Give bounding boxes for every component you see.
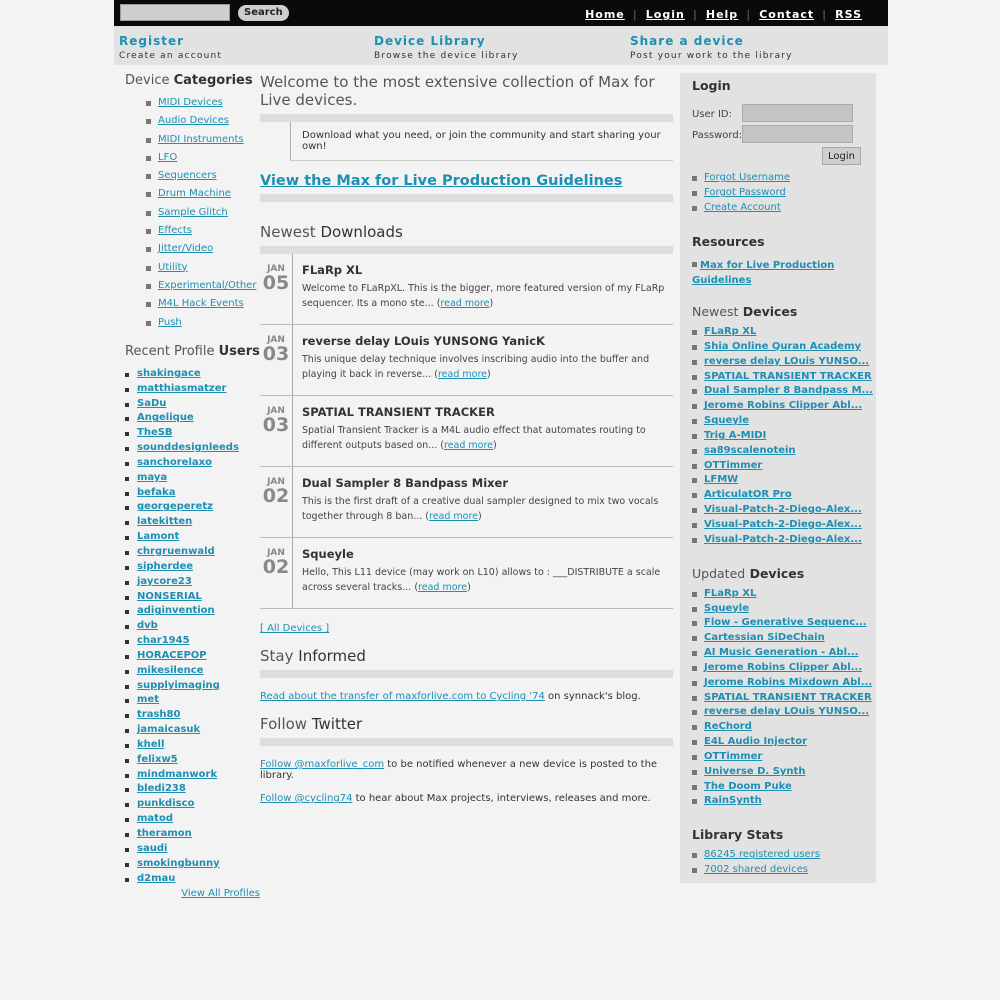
user-profile-link[interactable]: met	[137, 694, 159, 706]
stay-informed-text: Read about the transfer of maxforlive.com to Cycling '74 on synnack's blog.	[260, 691, 641, 702]
category-link[interactable]: Drum Machine	[158, 188, 231, 200]
newest-downloads-heading: Newest Downloads	[260, 223, 403, 241]
newest-device-item	[692, 474, 876, 489]
library-stats-heading: Library Stats	[692, 827, 784, 843]
newest-device-item	[692, 489, 876, 504]
date-day: 03	[262, 414, 290, 436]
follow-maxforlive-link[interactable]: Follow @maxforlive_com	[260, 759, 385, 770]
password-row	[692, 125, 876, 146]
download-item	[260, 467, 673, 538]
download-item	[260, 325, 673, 396]
read-more-link[interactable]: read more	[437, 369, 488, 380]
category-item	[146, 298, 260, 316]
newest-device-item	[692, 326, 876, 341]
category-link[interactable]: Audio Devices	[158, 115, 230, 127]
download-item	[260, 538, 673, 609]
updated-device-link[interactable]: SPATIAL TRANSIENT TRACKER	[704, 691, 872, 703]
read-more-link[interactable]: read more	[440, 298, 490, 309]
nav-rss[interactable]: RSS	[835, 8, 862, 21]
newest-device-link[interactable]: Visual-Patch-2-Diego-Alex...	[704, 518, 862, 530]
welcome-subtext: Download what you need, or join the community and start sharing your own!	[290, 122, 673, 161]
newest-device-item	[692, 371, 876, 386]
download-title[interactable]: SPATIAL TRANSIENT TRACKER	[302, 405, 495, 419]
updated-device-item	[692, 781, 876, 796]
user-profile-link[interactable]: jaycore23	[137, 575, 192, 587]
user-item	[125, 873, 260, 888]
user-item	[125, 769, 260, 784]
updated-devices-list	[692, 588, 876, 811]
newest-device-item	[692, 534, 876, 549]
date-month: JAN	[267, 335, 285, 345]
updated-device-link[interactable]: E4L Audio Injector	[704, 736, 807, 748]
user-profile-link[interactable]: bledi238	[137, 783, 186, 795]
category-item	[146, 115, 260, 133]
divider	[260, 194, 673, 202]
user-item	[125, 398, 260, 413]
all-devices-link[interactable]: [ All Devices ]	[260, 623, 330, 634]
newest-device-link[interactable]: Dual Sampler 8 Bandpass M...	[704, 385, 873, 397]
updated-devices-heading: Updated Devices	[692, 565, 805, 581]
user-profile-link[interactable]: dvb	[137, 620, 158, 632]
bullet	[692, 262, 697, 267]
user-profile-link[interactable]: maya	[137, 471, 168, 483]
nav-contact[interactable]: Contact	[759, 8, 815, 21]
user-id-field[interactable]	[742, 104, 853, 122]
top-nav: Home | Login | Help | Contact | RSS	[585, 8, 862, 21]
date-month: JAN	[267, 264, 285, 274]
user-profile-link[interactable]: chrgruenwald	[137, 545, 215, 557]
download-item	[260, 396, 673, 467]
user-item	[125, 709, 260, 724]
newest-device-link[interactable]: ArticulatOR Pro	[704, 489, 792, 501]
date-badge	[260, 406, 292, 435]
resources-item	[692, 258, 862, 288]
user-profile-link[interactable]: shakingace	[137, 367, 201, 379]
user-profile-link[interactable]: sipherdee	[137, 560, 194, 572]
user-item	[125, 828, 260, 843]
read-more-link[interactable]: read more	[444, 440, 494, 451]
downloads-list	[260, 254, 673, 609]
download-item	[260, 254, 673, 325]
updated-device-item	[692, 736, 876, 751]
action-bar	[114, 26, 888, 65]
newest-device-item	[692, 400, 876, 415]
newest-device-item	[692, 385, 876, 400]
category-link[interactable]: Jitter/Video	[158, 243, 214, 255]
date-badge	[260, 264, 292, 293]
follow-maxforlive-text: Follow @maxforlive_com to be notified whenever a new device is posted to the library.	[260, 759, 658, 781]
newest-device-link[interactable]: reverse delay LOuis YUNSO...	[704, 355, 870, 367]
user-profile-link[interactable]: punkdisco	[137, 798, 195, 810]
user-profile-link[interactable]: matod	[137, 813, 173, 825]
updated-device-link[interactable]: Squeyle	[704, 602, 749, 614]
user-profile-link[interactable]: felixw5	[137, 753, 178, 765]
password-label: Password:	[692, 130, 743, 141]
nav-home[interactable]: Home	[585, 8, 625, 21]
user-item	[125, 457, 260, 472]
category-link[interactable]: Push	[158, 316, 182, 328]
newest-device-item	[692, 415, 876, 430]
category-item	[146, 207, 260, 225]
date-day: 02	[262, 556, 290, 578]
login-links	[692, 172, 876, 217]
user-profile-link[interactable]: Lamont	[137, 531, 180, 543]
updated-device-link[interactable]: reverse delay LOuis YUNSO...	[704, 706, 870, 718]
newest-devices-list	[692, 326, 876, 549]
user-profile-link[interactable]: sanchorelaxo	[137, 456, 212, 468]
newest-device-item	[692, 460, 876, 475]
download-title[interactable]: reverse delay LOuis YUNSONG YanicK	[302, 334, 545, 348]
read-more-link[interactable]: read more	[418, 582, 468, 593]
category-item	[146, 243, 260, 261]
user-item	[125, 739, 260, 754]
login-button[interactable]: Login	[822, 147, 861, 165]
newest-device-item	[692, 341, 876, 356]
user-item	[125, 383, 260, 398]
user-item	[125, 591, 260, 606]
user-item	[125, 561, 260, 576]
divider	[260, 670, 673, 678]
category-link[interactable]: Experimental/Other	[158, 279, 257, 291]
user-profile-link[interactable]: HORACEPOP	[137, 649, 207, 661]
newest-device-link[interactable]: Visual-Patch-2-Diego-Alex...	[704, 533, 862, 545]
read-more-link[interactable]: read more	[429, 511, 479, 522]
user-item	[125, 412, 260, 427]
download-description: This is the first draft of a creative dual sampler designed to mix two vocals together through 8 ban... (read more)	[302, 496, 659, 522]
updated-device-item	[692, 662, 876, 677]
login-help-link[interactable]: Create Account	[704, 202, 781, 213]
category-link[interactable]: Effects	[158, 225, 192, 237]
user-item	[125, 576, 260, 591]
top-bar	[114, 0, 888, 26]
nav-login[interactable]: Login	[645, 8, 685, 21]
user-item	[125, 650, 260, 665]
device-library-subtitle: Browse the device library	[374, 51, 519, 61]
user-profile-link[interactable]: trash80	[137, 709, 181, 721]
updated-device-item	[692, 677, 876, 692]
user-item	[125, 368, 260, 383]
newest-device-link[interactable]: Trig A-MIDI	[704, 429, 767, 441]
user-profile-link[interactable]: georgeperetz	[137, 501, 213, 513]
user-profile-link[interactable]: sounddesignleeds	[137, 442, 239, 454]
user-profile-link[interactable]: theramon	[137, 828, 192, 840]
right-sidebar	[680, 73, 876, 883]
newest-device-item	[692, 356, 876, 371]
updated-device-link[interactable]: AI Music Generation - Abl...	[704, 647, 859, 659]
divider	[260, 738, 673, 746]
updated-device-item	[692, 721, 876, 736]
user-profile-link[interactable]: latekitten	[137, 516, 193, 528]
user-item	[125, 472, 260, 487]
download-description: This unique delay technique involves inscribing audio into the buffer and playing it back in reverse... (read more)	[302, 354, 650, 380]
newest-device-link[interactable]: SPATIAL TRANSIENT TRACKER	[704, 370, 872, 382]
user-profile-link[interactable]: d2mau	[137, 872, 176, 884]
newest-device-link[interactable]: FLaRp XL	[704, 326, 757, 337]
follow-cycling74-link[interactable]: Follow @cycling74	[260, 793, 353, 804]
updated-device-item	[692, 647, 876, 662]
user-profile-link[interactable]: saudi	[137, 842, 168, 854]
view-all-profiles-link[interactable]: View All Profiles	[181, 888, 260, 900]
user-profile-link[interactable]: TheSB	[137, 427, 173, 439]
user-item	[125, 516, 260, 531]
stay-informed-heading: Stay Informed	[260, 647, 366, 665]
category-item	[146, 317, 260, 335]
divider	[292, 396, 293, 466]
user-profile-link[interactable]: mindmanwork	[137, 768, 218, 780]
divider	[292, 538, 293, 608]
newest-device-item	[692, 445, 876, 460]
updated-device-item	[692, 766, 876, 781]
login-help-link[interactable]: Forgot Password	[704, 187, 786, 198]
resources-guidelines-link[interactable]: Max for Live Production Guidelines	[692, 260, 835, 286]
login-help-link[interactable]: Forgot Username	[704, 172, 790, 183]
updated-device-link[interactable]: ReChord	[704, 721, 752, 733]
newest-device-link[interactable]: Visual-Patch-2-Diego-Alex...	[704, 504, 862, 516]
user-profile-link[interactable]: jamaicasuk	[137, 724, 201, 736]
share-device-link[interactable]: Share a device	[630, 34, 744, 48]
user-profile-link[interactable]: adiginvention	[137, 605, 215, 617]
category-item	[146, 170, 260, 188]
date-month: JAN	[267, 406, 285, 416]
search-button[interactable]: Search	[238, 5, 289, 21]
divider	[292, 254, 293, 324]
users-heading: Recent Profile Users	[125, 343, 260, 359]
stat-link[interactable]: 86245 registered users	[704, 849, 821, 861]
updated-device-link[interactable]: Cartessian SiDeChain	[704, 632, 825, 644]
date-month: JAN	[267, 548, 285, 558]
updated-device-item	[692, 706, 876, 721]
resources-heading: Resources	[692, 234, 765, 249]
updated-device-item	[692, 617, 876, 632]
user-item	[125, 442, 260, 457]
user-item	[125, 783, 260, 798]
follow-cycling74-text: Follow @cycling74 to hear about Max projects, interviews, releases and more.	[260, 793, 651, 804]
date-day: 05	[262, 272, 290, 294]
newest-device-link[interactable]: OTTimmer	[704, 459, 763, 471]
download-description: Spatial Transient Tracker is a M4L audio effect that automates routing to different outputs based on... (read more)	[302, 425, 646, 451]
updated-device-item	[692, 588, 876, 603]
category-item	[146, 134, 260, 152]
newest-device-link[interactable]: Jerome Robins Clipper Abl...	[704, 400, 863, 412]
user-id-label: User ID:	[692, 109, 732, 120]
user-item	[125, 635, 260, 650]
category-item	[146, 188, 260, 206]
user-item	[125, 754, 260, 769]
user-profile-link[interactable]: befaka	[137, 486, 176, 498]
login-link-item	[692, 187, 876, 202]
updated-device-item	[692, 751, 876, 766]
updated-device-link[interactable]: The Doom Puke	[704, 780, 792, 792]
category-link[interactable]: MIDI Instruments	[158, 133, 244, 145]
newest-device-link[interactable]: LFMW	[704, 474, 739, 486]
user-list	[125, 368, 260, 888]
updated-device-item	[692, 795, 876, 810]
search-input[interactable]	[120, 4, 230, 21]
newest-device-item	[692, 504, 876, 519]
download-description: Hello, This L11 device (may work on L10) allows to : ___DISTRIBUTE a scale across several tracks... (read more)	[302, 567, 661, 593]
divider	[260, 114, 673, 122]
date-month: JAN	[267, 477, 285, 487]
user-item	[125, 858, 260, 873]
user-item	[125, 813, 260, 828]
user-item	[125, 680, 260, 695]
download-title[interactable]: FLaRp XL	[302, 263, 363, 277]
stat-link[interactable]: 7002 shared devices	[704, 864, 808, 876]
category-item	[146, 262, 260, 280]
register-link[interactable]: Register	[119, 34, 185, 48]
updated-device-link[interactable]: OTTimmer	[704, 750, 763, 762]
updated-device-link[interactable]: FLaRp XL	[704, 587, 757, 599]
category-link[interactable]: M4L Hack Events	[158, 298, 244, 310]
category-link[interactable]: Sequencers	[158, 170, 217, 182]
newest-device-item	[692, 430, 876, 445]
download-title[interactable]: Dual Sampler 8 Bandpass Mixer	[302, 476, 509, 490]
user-item	[125, 487, 260, 502]
updated-device-link[interactable]: Jerome Robins Mixdown Abl...	[704, 676, 873, 688]
user-item	[125, 531, 260, 546]
login-link-item	[692, 172, 876, 187]
left-sidebar	[125, 73, 260, 899]
user-item	[125, 427, 260, 442]
user-profile-link[interactable]: smokingbunny	[137, 857, 220, 869]
date-day: 03	[262, 343, 290, 365]
updated-device-item	[692, 692, 876, 707]
nav-help[interactable]: Help	[705, 8, 739, 21]
newest-device-link[interactable]: Squeyle	[704, 415, 749, 427]
date-badge	[260, 477, 292, 506]
category-item	[146, 97, 260, 115]
date-day: 02	[262, 485, 290, 507]
share-device-block[interactable]	[630, 34, 793, 61]
page	[114, 0, 888, 900]
updated-device-link[interactable]: Universe D. Synth	[704, 765, 806, 777]
user-profile-link[interactable]: khell	[137, 738, 165, 750]
password-field[interactable]	[742, 125, 853, 143]
updated-device-item	[692, 632, 876, 647]
download-title[interactable]: Squeyle	[302, 547, 354, 561]
main-content	[260, 73, 673, 804]
user-item	[125, 724, 260, 739]
newest-device-link[interactable]: Shia Online Quran Academy	[704, 340, 862, 352]
user-profile-link[interactable]: supplyimaging	[137, 679, 220, 691]
newest-device-item	[692, 519, 876, 534]
user-item	[125, 694, 260, 709]
transfer-blog-link[interactable]: Read about the transfer of maxforlive.com to Cycling '74	[260, 691, 545, 702]
date-badge	[260, 335, 292, 364]
category-link[interactable]: MIDI Devices	[158, 97, 223, 108]
categories-heading: Device Categories	[125, 73, 253, 88]
user-profile-link[interactable]: matthiasmatzer	[137, 382, 227, 394]
user-item	[125, 798, 260, 813]
user-id-row	[692, 104, 876, 125]
share-device-subtitle: Post your work to the library	[630, 51, 793, 61]
user-item	[125, 501, 260, 516]
category-item	[146, 225, 260, 243]
category-link[interactable]: Sample Glitch	[158, 206, 228, 218]
date-badge	[260, 548, 292, 577]
follow-twitter-heading: Follow Twitter	[260, 715, 363, 733]
user-profile-link[interactable]: mikesilence	[137, 664, 204, 676]
login-heading: Login	[692, 78, 731, 93]
divider	[292, 325, 293, 395]
welcome-heading: Welcome to the most extensive collection of Max for Live devices.	[260, 73, 655, 109]
category-list	[146, 97, 260, 335]
user-profile-link[interactable]: Angelique	[137, 412, 194, 424]
device-library-link[interactable]: Device Library	[374, 34, 486, 48]
user-profile-link[interactable]: char1945	[137, 635, 190, 647]
user-item	[125, 665, 260, 680]
user-profile-link[interactable]: NONSERIAL	[137, 590, 202, 602]
divider	[292, 467, 293, 537]
device-library-block[interactable]	[374, 34, 519, 61]
category-item	[146, 280, 260, 298]
newest-devices-heading: Newest Devices	[692, 304, 798, 319]
user-item	[125, 620, 260, 635]
updated-device-link[interactable]: Jerome Robins Clipper Abl...	[704, 661, 863, 673]
register-block[interactable]	[119, 34, 222, 61]
stat-item	[692, 849, 876, 864]
library-stats-list	[692, 849, 876, 879]
user-item	[125, 605, 260, 620]
updated-device-link[interactable]: RainSynth	[704, 795, 762, 807]
newest-device-link[interactable]: sa89scalenotein	[704, 444, 796, 456]
divider	[260, 246, 673, 254]
category-link[interactable]: Utility	[158, 261, 188, 273]
category-item	[146, 152, 260, 170]
guidelines-link[interactable]: View the Max for Live Production Guidelines	[260, 173, 623, 189]
stat-item	[692, 864, 876, 879]
download-description: Welcome to FLaRpXL. This is the bigger, more featured version of my FLaRp sequencer. Its a mono ste... (read more)	[302, 283, 665, 309]
user-profile-link[interactable]: SaDu	[137, 397, 167, 409]
user-item	[125, 546, 260, 561]
login-link-item	[692, 202, 876, 217]
register-subtitle: Create an account	[119, 51, 223, 61]
updated-device-link[interactable]: Flow - Generative Sequenc...	[704, 617, 867, 629]
user-item	[125, 843, 260, 858]
updated-device-item	[692, 603, 876, 618]
category-link[interactable]: LFO	[158, 151, 178, 163]
